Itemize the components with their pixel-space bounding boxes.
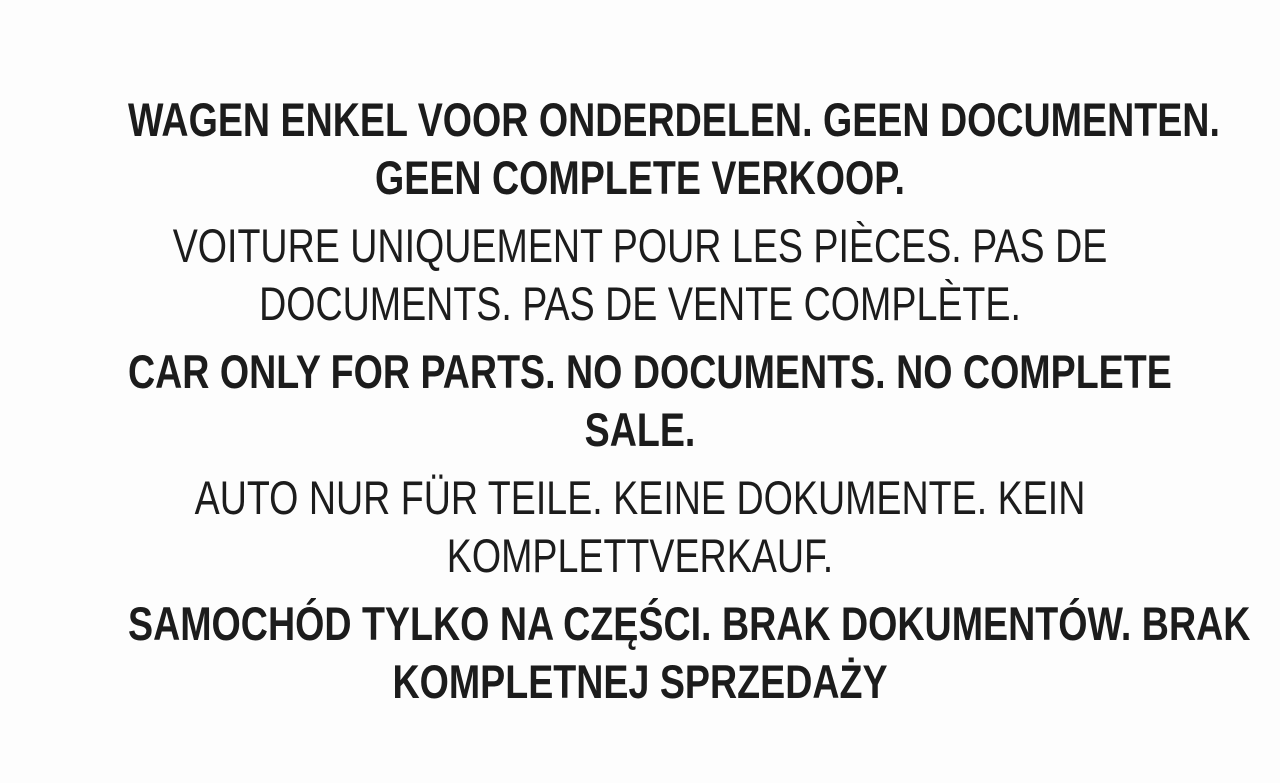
notice-line: GEEN COMPLETE VERKOOP. bbox=[375, 151, 905, 204]
notice-paragraph-polish bbox=[128, 595, 1251, 711]
notice-line: SAMOCHÓD TYLKO NA CZĘŚCI. BRAK DOKUMENTÓW. BRAK bbox=[128, 597, 1251, 650]
notice-paragraph-french bbox=[128, 217, 1152, 333]
notice-line: SALE. bbox=[584, 403, 696, 456]
notice-line: WAGEN ENKEL VOOR ONDERDELEN. GEEN DOCUMENTEN. bbox=[128, 93, 1220, 146]
notice-line: KOMPLETTVERKAUF. bbox=[446, 529, 834, 582]
notice-paragraph-german bbox=[128, 469, 1152, 585]
notice-paragraph-english bbox=[128, 343, 1172, 459]
notice-line: VOITURE UNIQUEMENT POUR LES PIÈCES. PAS DE bbox=[172, 219, 1108, 272]
notice-paragraph-dutch bbox=[128, 91, 1220, 207]
notice-line: CAR ONLY FOR PARTS. NO DOCUMENTS. NO COMPLETE bbox=[128, 345, 1172, 398]
notice-line: AUTO NUR FÜR TEILE. KEINE DOKUMENTE. KEIN bbox=[194, 471, 1086, 524]
notice-line: KOMPLETNEJ SPRZEDAŻY bbox=[392, 655, 888, 708]
notice-line: DOCUMENTS. PAS DE VENTE COMPLÈTE. bbox=[259, 277, 1021, 330]
